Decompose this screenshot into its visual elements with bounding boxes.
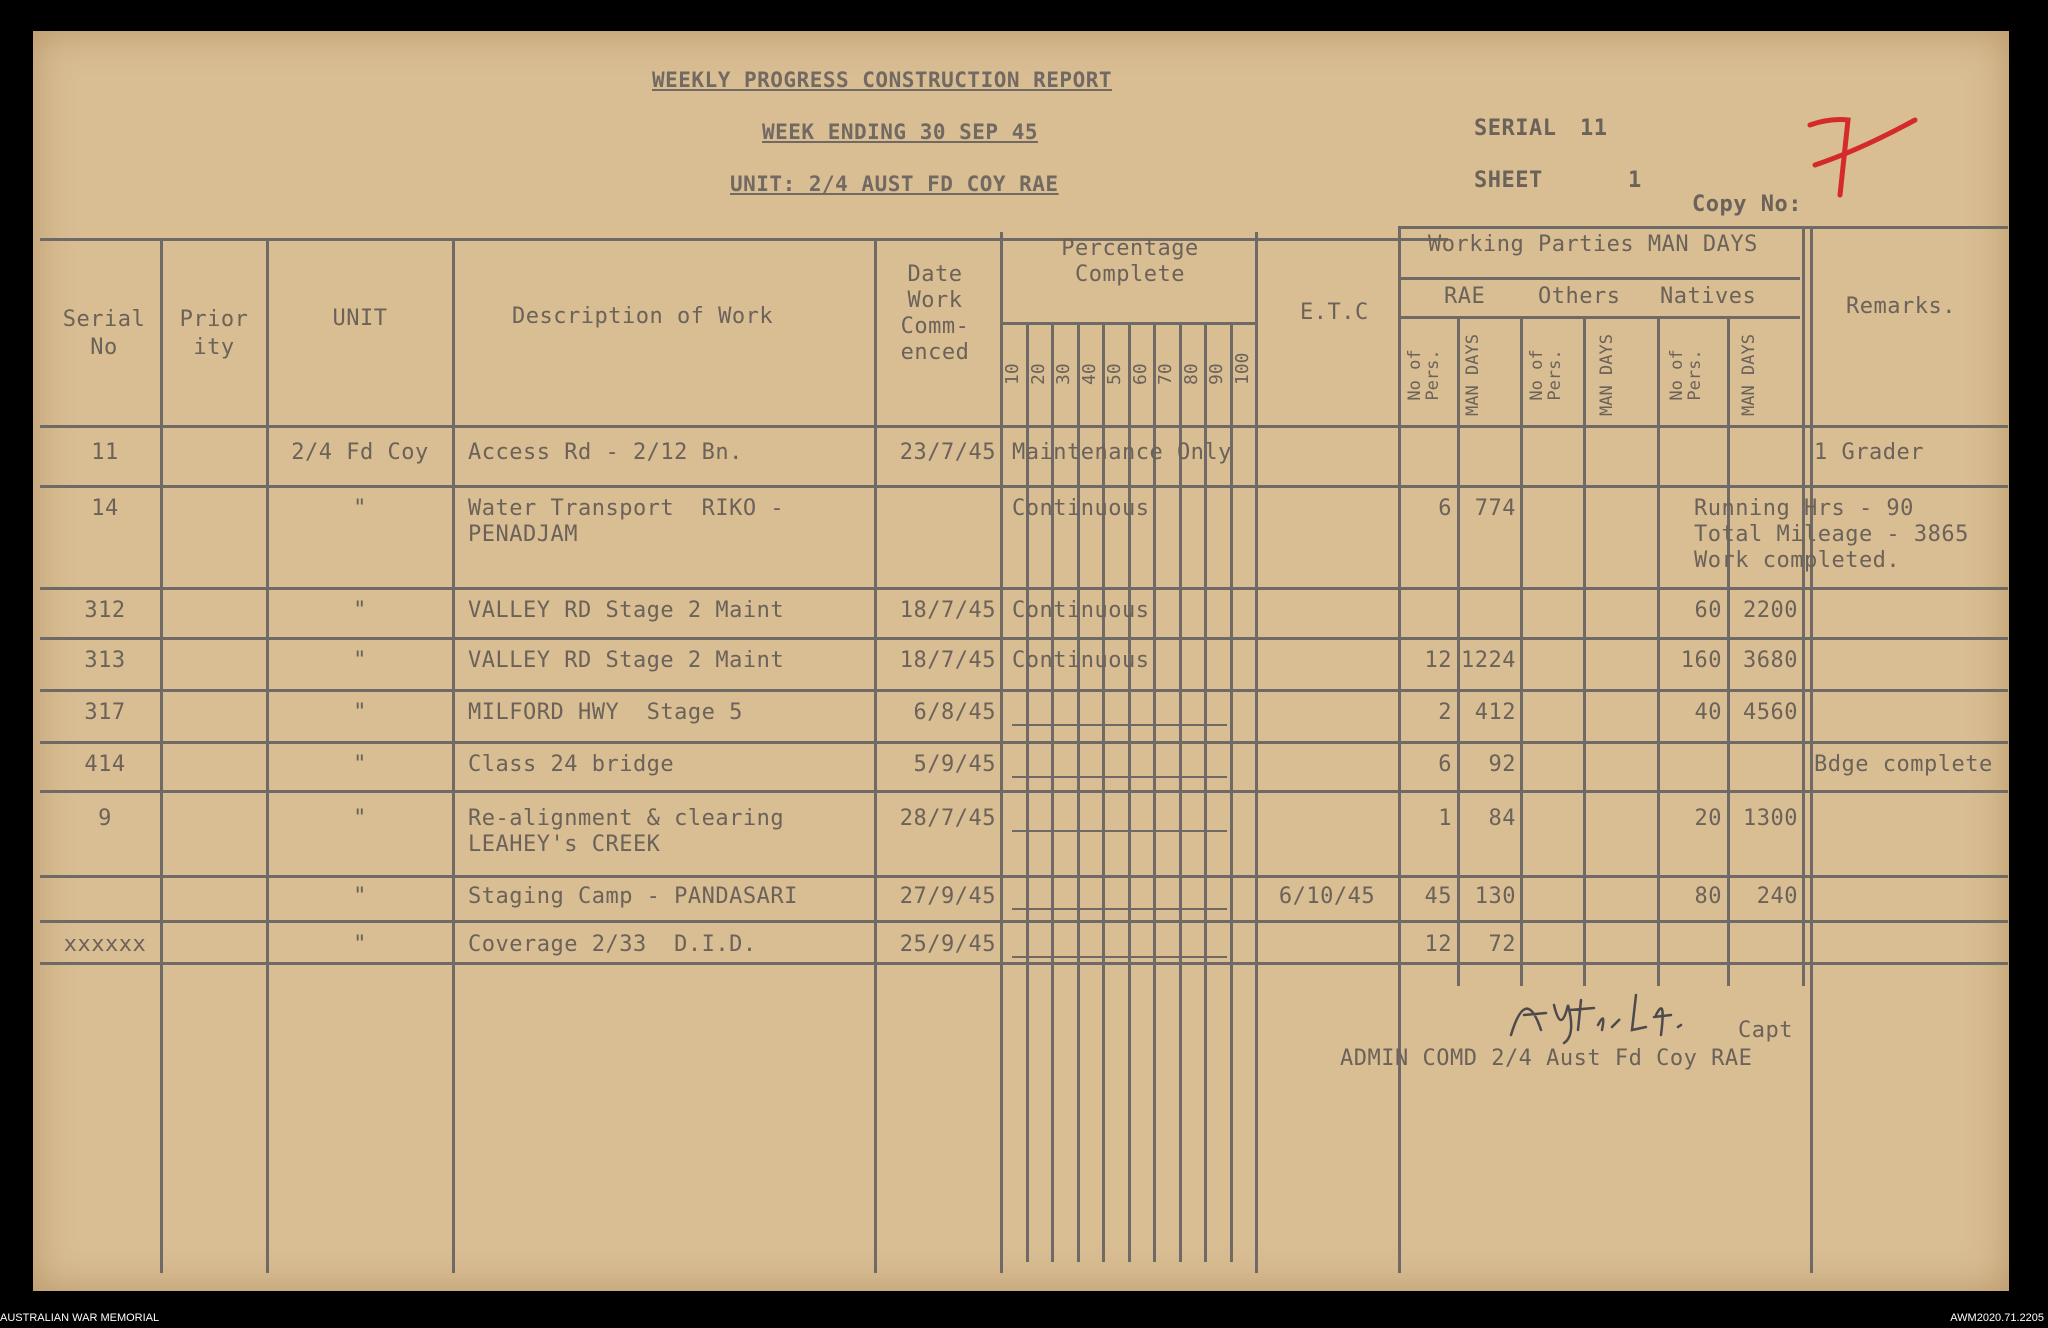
col-line-6 (1255, 232, 1258, 1273)
row-date: 25/9/45 (899, 932, 996, 957)
percent-col-label: 40 (1079, 363, 1100, 385)
row-natives-days: 240 (1756, 884, 1798, 909)
row-line-7 (40, 875, 2008, 878)
grid-line-wp-sub (1398, 277, 1800, 280)
row-line-1 (40, 485, 2008, 488)
row-unit: " (353, 932, 367, 957)
week-ending: WEEK ENDING 30 SEP 45 (762, 120, 1039, 144)
row-rae-days: 1224 (1461, 648, 1516, 673)
header-natives-no-of-pers: No of Pers. (1667, 349, 1705, 401)
col-line-14 (1810, 226, 1813, 1273)
row-natives-days: 1300 (1743, 806, 1798, 831)
header-serial: Serial No (62, 307, 146, 360)
footer-institution: AUSTRALIAN WAR MEMORIAL (0, 1312, 160, 1324)
row-date: 5/9/45 (913, 752, 996, 777)
row-serial: 11 (91, 440, 119, 465)
row-rae-pers: 12 (1424, 648, 1452, 673)
row-progress-blank (1012, 724, 1227, 726)
unit-line: UNIT: 2/4 AUST FD COY RAE (730, 172, 1059, 196)
row-progress-blank (1012, 830, 1227, 832)
row-natives-pers: 160 (1680, 648, 1722, 673)
percent-col-label: 10 (1002, 363, 1023, 385)
footer-accession-number: AWM2020.71.2205 (1950, 1312, 2044, 1324)
row-unit: " (353, 884, 367, 909)
row-date: 18/7/45 (899, 598, 996, 623)
row-rae-days: 92 (1488, 752, 1516, 777)
row-rae-pers: 6 (1438, 496, 1452, 521)
row-etc: 6/10/45 (1278, 884, 1376, 909)
serial-label: SERIAL (1474, 116, 1557, 141)
row-rae-pers: 1 (1438, 806, 1452, 831)
row-rae-pers: 2 (1438, 700, 1452, 725)
row-unit: 2/4 Fd Coy (291, 440, 429, 465)
header-working-parties: Working Parties MAN DAYS (1428, 232, 1758, 257)
col-line-13 (1802, 226, 1805, 986)
row-progress-blank (1012, 908, 1227, 910)
row-date: 28/7/45 (899, 806, 996, 831)
grid-line-top-right (1398, 226, 2008, 229)
row-serial: 312 (84, 598, 126, 623)
header-rae: RAE (1444, 284, 1486, 309)
row-serial: 14 (91, 496, 119, 521)
row-unit: " (353, 648, 367, 673)
row-date: 18/7/45 (899, 648, 996, 673)
row-serial: 9 (98, 806, 112, 831)
row-serial: xxxxxx (63, 932, 147, 957)
row-description: MILFORD HWY Stage 5 (468, 700, 743, 725)
row-unit: " (353, 496, 367, 521)
copy-no-label: Copy No: (1692, 192, 1802, 217)
row-serial: 313 (84, 648, 126, 673)
header-unit: UNIT (332, 306, 388, 331)
header-rae-no-of-pers: No of Pers. (1405, 349, 1443, 401)
row-rae-pers: 6 (1438, 752, 1452, 777)
header-description: Description of Work (512, 304, 774, 329)
row-serial: 414 (84, 752, 126, 777)
signature-block: ADMIN COMD 2/4 Aust Fd Coy RAE (1340, 1046, 1753, 1071)
row-progress-note: Continuous (1012, 496, 1150, 521)
row-natives-days: 2200 (1743, 598, 1798, 623)
percent-col-label: 20 (1028, 363, 1049, 385)
percent-col-label: 90 (1206, 363, 1227, 385)
header-priority: Prior ity (179, 307, 249, 360)
row-line-5 (40, 741, 2008, 744)
row-date: 23/7/45 (899, 440, 996, 465)
header-etc: E.T.C (1300, 300, 1369, 325)
row-unit: " (353, 806, 367, 831)
header-rae-man-days: MAN DAYS (1463, 334, 1483, 416)
header-others-man-days: MAN DAYS (1597, 334, 1617, 416)
col-line-3 (452, 238, 455, 1273)
row-description: Coverage 2/33 D.I.D. (468, 932, 757, 957)
handwritten-signature (1506, 975, 1746, 1045)
row-remarks: 1 Grader (1814, 440, 1924, 465)
row-description: VALLEY RD Stage 2 Maint (468, 598, 785, 623)
col-line-7 (1398, 226, 1401, 1273)
col-line-5 (1000, 232, 1003, 1273)
header-natives: Natives (1660, 284, 1757, 309)
header-percentage-complete: Percentage Complete (1061, 236, 1199, 287)
header-date-commenced: Date Work Comm- enced (900, 262, 970, 365)
sheet-label: SHEET (1474, 168, 1543, 193)
row-date: 27/9/45 (899, 884, 996, 909)
col-line-1 (160, 238, 163, 1273)
percent-col-label: 30 (1053, 363, 1074, 385)
row-progress-note: Maintenance Only (1012, 440, 1232, 465)
row-description: VALLEY RD Stage 2 Maint (468, 648, 785, 673)
sheet-value: 1 (1628, 168, 1642, 193)
row-description: Access Rd - 2/12 Bn. (468, 440, 743, 465)
row-line-4 (40, 689, 2008, 692)
row-unit: " (353, 598, 367, 623)
row-progress-note: Continuous (1012, 598, 1150, 623)
row-line-2 (40, 587, 2008, 590)
row-serial: 317 (84, 700, 126, 725)
header-natives-man-days: MAN DAYS (1739, 334, 1759, 416)
row-natives-days: 3680 (1743, 648, 1798, 673)
row-date: 6/8/45 (913, 700, 996, 725)
row-natives-days: 4560 (1743, 700, 1798, 725)
row-line-3 (40, 637, 2008, 640)
row-rae-pers: 12 (1424, 932, 1452, 957)
row-rae-days: 130 (1474, 884, 1516, 909)
row-rae-days: 84 (1488, 806, 1516, 831)
percent-col-label: 60 (1130, 363, 1151, 385)
header-remarks: Remarks. (1846, 294, 1956, 319)
serial-value: 11 (1580, 116, 1608, 141)
row-natives-pers: 40 (1694, 700, 1722, 725)
col-line-9 (1520, 316, 1523, 986)
row-progress-note: Continuous (1012, 648, 1150, 673)
report-title: WEEKLY PROGRESS CONSTRUCTION REPORT (652, 68, 1113, 92)
row-remarks: Bdge complete (1814, 752, 1993, 777)
row-rae-days: 72 (1488, 932, 1516, 957)
header-others: Others (1538, 284, 1621, 309)
row-rae-days: 774 (1474, 496, 1516, 521)
row-progress-blank (1012, 956, 1227, 958)
row-description: Re-alignment & clearing LEAHEY's CREEK (468, 806, 785, 857)
row-description: Staging Camp - PANDASARI (468, 884, 798, 909)
row-natives-pers: 20 (1694, 806, 1722, 831)
row-line-8 (40, 920, 2008, 923)
row-unit: " (353, 700, 367, 725)
row-progress-blank (1012, 776, 1227, 778)
handwritten-copy-number (1800, 100, 1920, 210)
row-description: Water Transport RIKO - PENADJAM (468, 496, 785, 547)
row-rae-pers: 45 (1424, 884, 1452, 909)
grid-line-header-bottom (40, 425, 2008, 428)
row-rae-days: 412 (1474, 700, 1516, 725)
col-line-2 (266, 238, 269, 1273)
row-line-6 (40, 790, 2008, 793)
row-natives-pers: 80 (1694, 884, 1722, 909)
signature-rank: Capt (1738, 1018, 1793, 1043)
row-remarks: Running Hrs - 90 Total Mileage - 3865 Work completed. (1694, 496, 1969, 573)
col-line-4 (874, 238, 877, 1273)
percent-col-label: 70 (1155, 363, 1176, 385)
row-line-9 (40, 962, 2008, 965)
col-line-10 (1583, 316, 1586, 986)
percent-col-label: 80 (1181, 363, 1202, 385)
row-unit: " (353, 752, 367, 777)
percent-col-label: 100 (1232, 352, 1253, 385)
header-others-no-of-pers: No of Pers. (1527, 349, 1565, 401)
row-description: Class 24 bridge (468, 752, 675, 777)
row-natives-pers: 60 (1694, 598, 1722, 623)
percent-col-label: 50 (1104, 363, 1125, 385)
